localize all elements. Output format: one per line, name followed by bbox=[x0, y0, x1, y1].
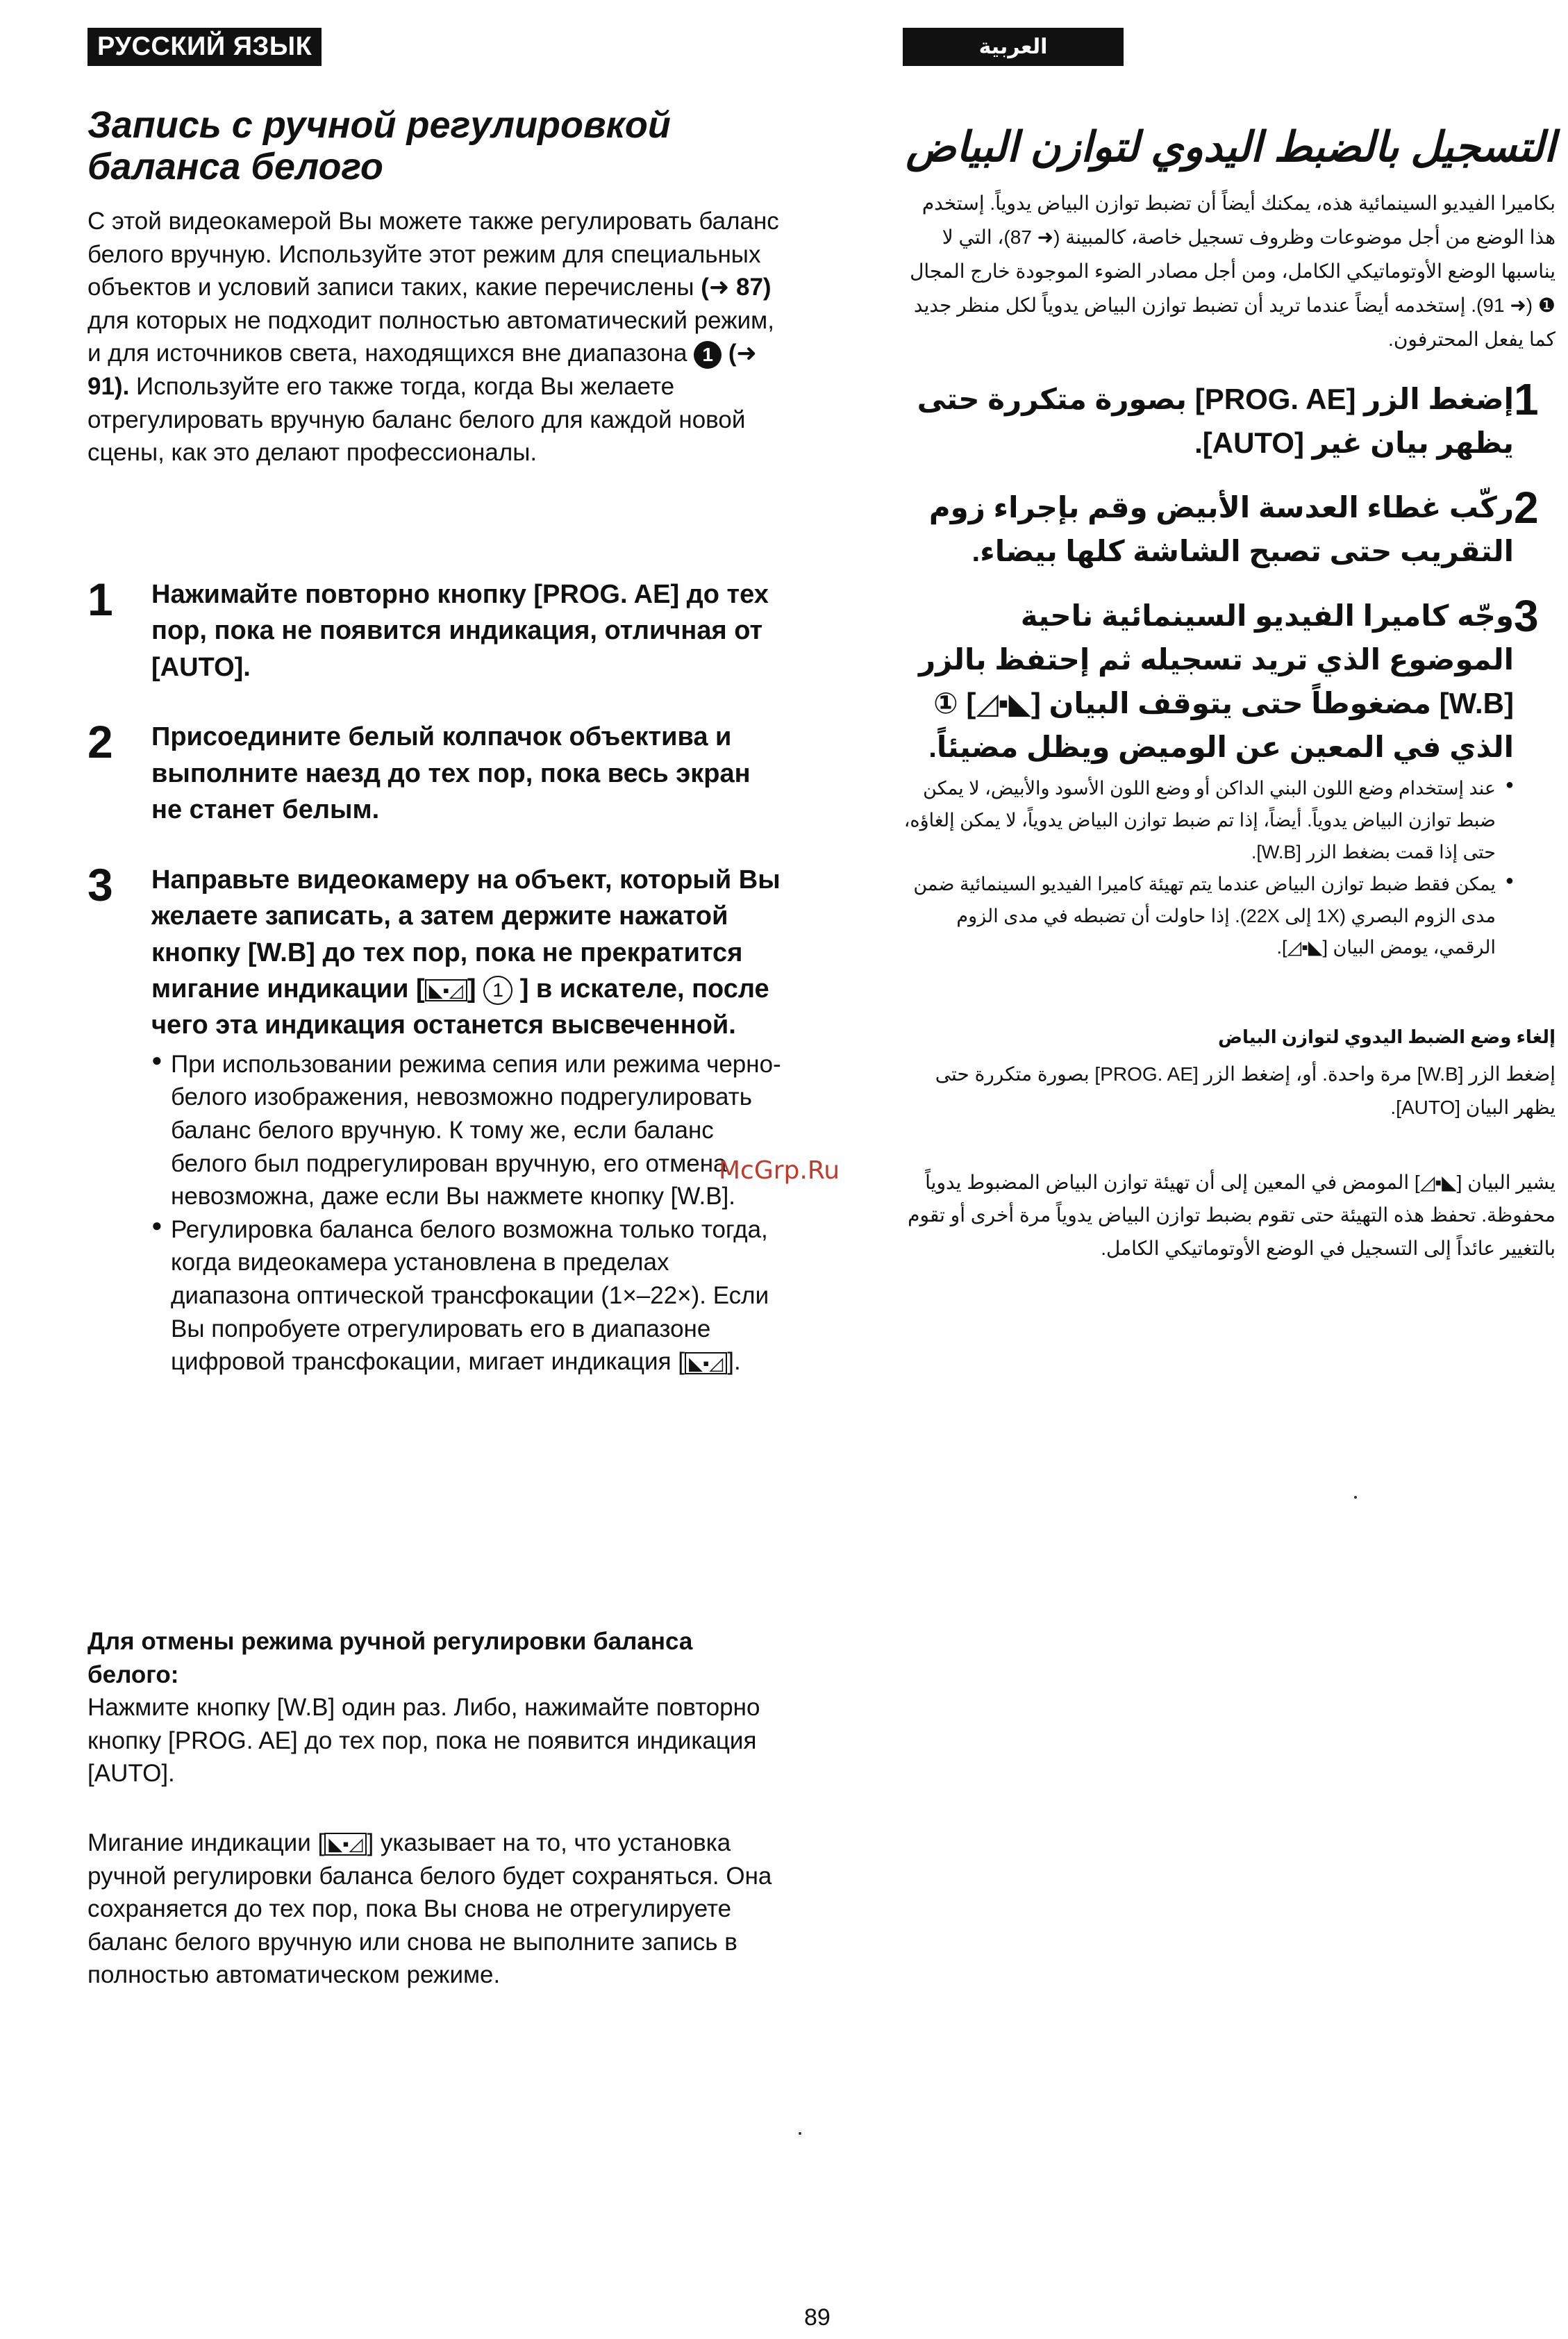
page-ref-87: (➜ 87) bbox=[701, 274, 772, 301]
steps-list-russian bbox=[87, 576, 782, 1412]
range-marker-icon: 1 bbox=[694, 341, 722, 369]
notes-list-arabic bbox=[903, 773, 1514, 964]
cancel-heading: إلغاء وضع الضبط اليدوي لتوازن البياض bbox=[1217, 1026, 1556, 1048]
step-number: 1 bbox=[87, 574, 113, 625]
language-tag-arabic: العربية bbox=[903, 28, 1124, 66]
step-1-arabic bbox=[903, 374, 1556, 465]
step3-text-a: Направьте видеокамеру на объект, который Вы желаете записать, а затем держите нажатой кнопку [W.B] до тех пор, пока не прекратится мигание индикации [ bbox=[151, 865, 781, 1004]
step-text: ركّب غطاء العدسة الأبيض وقم بإجراء زوم التقريب حتى تصبح الشاشة كلها بيضاء. bbox=[928, 491, 1514, 567]
note-item: ● يمكن فقط ضبط توازن البياض عندما يتم تهيئة كاميرا الفيديو السينمائية ضمن مدى الزوم البصري (1X إلى 22X). إذا حاولت أن تضبطه في مدى الزوم الرقمي، يومض البيان [◣▪◿]. bbox=[903, 869, 1514, 965]
callout-1-icon: 1 bbox=[483, 976, 512, 1005]
step-1 bbox=[87, 576, 782, 685]
page-title-arabic: التسجيل بالضبط اليدوي لتوازن البياض bbox=[906, 124, 1556, 170]
intro-paragraph-russian bbox=[87, 205, 782, 469]
step-text: وجّه كاميرا الفيديو السينمائية ناحية الموضوع الذي تريد تسجيله ثم إحتفظ بالزر [W.B] مضغوطاً حتى يتوقف البيان [◣▪◿] ① الذي في المعين عن الوميض ويظل مضيئاً. bbox=[918, 599, 1514, 763]
cancel-heading: Для отмены режима ручной регулировки баланса белого: bbox=[87, 1628, 693, 1688]
intro-text-b: для которых не подходит полностью автоматический режим, и для источников света, находящихся вне диапазона bbox=[87, 306, 774, 367]
intro-text-a: С этой видеокамерой Вы можете также регулировать баланс белого вручную. Используйте этот режим для специальных объектов и условий записи таких, какие перечислены bbox=[87, 208, 779, 301]
cancel-body: Нажмите кнопку [W.B] один раз. Либо, нажимайте повторно кнопку [PROG. AE] до тех пор, пока не появится индикация [AUTO]. bbox=[87, 1694, 760, 1788]
intro-paragraph-arabic: بكاميرا الفيديو السينمائية هذه، يمكنك أيضاً أن تضبط توازن البياض يدوياً. إستخدم هذا الوضع من أجل موضوعات وظروف تسجيل خاصة، كالمبينة (➜ 87)، التي لا يناسبها الوضع الأوتوماتيكي الكامل، ومن أجل مصادر الضوء الموجودة خارج المجال ❶ (➜ 91). إستخدمه أيضاً عندما تريد أن تضبط توازن البياض يدوياً لكل منظر جديد كما يفعل المحترفون. bbox=[910, 192, 1556, 350]
step-2-arabic bbox=[903, 485, 1556, 573]
step-text: Присоедините белый колпачок объектива и выполните наезд до тех пор, пока весь экран не станет белым. bbox=[151, 722, 751, 825]
step-3 bbox=[87, 858, 782, 1379]
blink-note-arabic: يشير البيان [◣▪◿] المومض في المعين إلى أن تهيئة توازن البياض المضبوط يدوياً محفوظة. تحفظ هذه التهيئة حتى تقوم بضبط توازن البياض يدوياً مرة أخرى أو تقوم بالتغيير عائداً إلى التسجيل في الوضع الأوتوماتيكي الكامل. bbox=[908, 1171, 1556, 1259]
white-balance-icon: ◣▪◿ bbox=[324, 1833, 367, 1856]
language-tag-russian: РУССКИЙ ЯЗЫК bbox=[87, 28, 322, 66]
step-number: 3 bbox=[87, 858, 113, 910]
white-balance-icon: ◣▪◿ bbox=[685, 1352, 727, 1375]
step3-text-b: ] в искателе, после чего эта индикация останется высвеченной. bbox=[151, 974, 769, 1040]
step3-text-bracket: ] bbox=[467, 974, 476, 1004]
cancel-body: إضغط الزر [W.B] مرة واحدة. أو، إضغط الزر [PROG. AE] بصورة متكررة حتى يظهر البيان [AUTO]. bbox=[935, 1063, 1556, 1118]
step-text: Нажимайте повторно кнопку [PROG. AE] до тех пор, пока не появится индикация, отличная от [AUTO]. bbox=[151, 580, 769, 682]
note-item: ● При использовании режима сепия или режима черно-белого изображения, невозможно подрегулировать баланс белого вручную. К тому же, если баланс белого был подрегулирован вручную, его отмена невозможна, даже если Вы нажмете кнопку [W.B]. bbox=[151, 1048, 782, 1213]
page-title-russian: Запись с ручной регулировкой баланса белого bbox=[87, 104, 671, 188]
step-2 bbox=[87, 716, 782, 828]
step-text bbox=[151, 862, 782, 1044]
watermark: McGrp.Ru bbox=[719, 1156, 840, 1185]
cancel-section-russian bbox=[87, 1625, 782, 1790]
scan-speck bbox=[799, 2132, 801, 2135]
page-number: 89 bbox=[804, 2304, 831, 2331]
step-number: 3 bbox=[1514, 591, 1539, 641]
arabic-column bbox=[903, 28, 1556, 1265]
cancel-section-arabic bbox=[903, 1026, 1556, 1124]
step-text: إضغط الزر [PROG. AE] بصورة متكررة حتى يظهر بيان غير [AUTO]. bbox=[917, 383, 1514, 459]
note-item: ● Регулировка баланса белого возможна только тогда, когда видеокамера установлена в пределах диапазона оптической трансфокации (1×–22×). Если Вы попробуете отрегулировать его в диапазоне цифровой трансфокации, мигает индикация [ ◣▪◿ ]. bbox=[151, 1213, 782, 1379]
step-number: 2 bbox=[1514, 483, 1539, 533]
notes-list bbox=[151, 1048, 782, 1379]
blink-note-russian: Мигание индикации [ ◣▪◿ ] указывает на то, что установка ручной регулировки баланса белого будет сохраняться. Она сохраняется до тех пор, пока Вы снова не отрегулируете баланс белого вручную или снова не выполните запись в полностью автоматическом режиме. bbox=[87, 1829, 772, 1989]
step-3-arabic bbox=[903, 591, 1556, 964]
step-number: 1 bbox=[1514, 374, 1539, 424]
scan-speck bbox=[1354, 1496, 1357, 1499]
note-item: ● عند إستخدام وضع اللون البني الداكن أو وضع اللون الأسود والأبيض، لا يمكن ضبط توازن البياض يدوياً. أيضاً، إذا تم ضبط توازن البياض يدوياً، لا يمكن إلغاؤه، حتى إذا قمت بضغط الزر [W.B]. bbox=[903, 773, 1514, 869]
page-ref-91: (➜ 91). bbox=[87, 340, 757, 400]
step-number: 2 bbox=[87, 716, 113, 768]
white-balance-icon: ◣▪◿ bbox=[425, 979, 467, 1002]
intro-text-c: Используйте его также тогда, когда Вы желаете отрегулировать вручную баланс белого для каждой новой сцены, как это делают профессионалы. bbox=[87, 372, 746, 467]
